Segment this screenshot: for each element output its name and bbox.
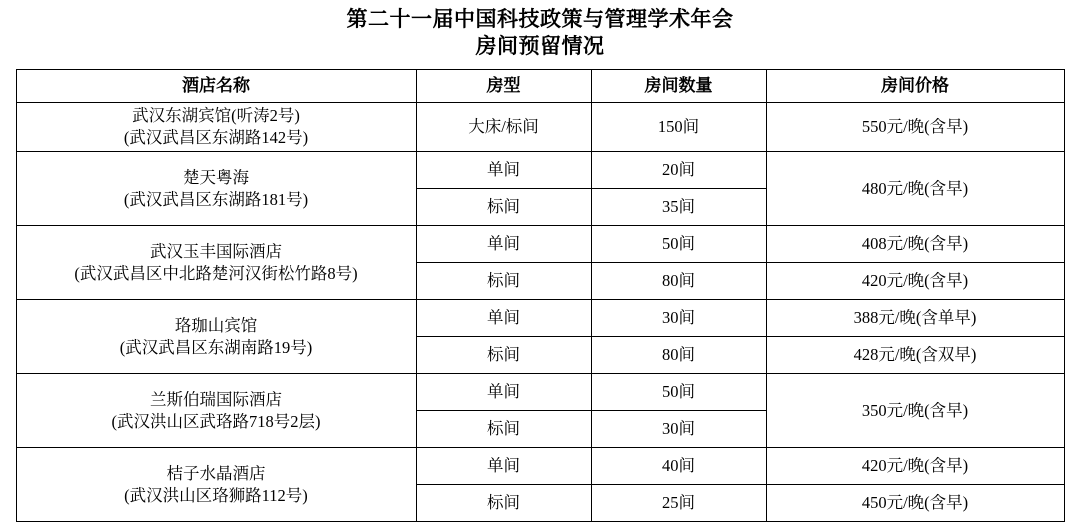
column-header-room-count: 房间数量 [591,70,766,103]
room-type-cell: 单间 [416,152,591,189]
hotel-name: 兰斯伯瑞国际酒店 [150,389,282,409]
table-header-row [16,70,1064,103]
room-count-cell: 50间 [591,226,766,263]
room-type-cell: 标间 [416,189,591,226]
room-count-cell: 50间 [591,374,766,411]
room-count-cell: 20间 [591,152,766,189]
room-count-cell: 40间 [591,448,766,485]
room-type-cell: 单间 [416,300,591,337]
hotel-address: (武汉武昌区东湖路181号) [123,189,309,209]
page-title [0,0,1080,60]
room-count-cell: 150间 [591,103,766,152]
table-row [16,226,1064,263]
column-header-room-type: 房型 [416,70,591,103]
room-type-cell: 标间 [416,337,591,374]
page-title-line2: 房间预留情况 [475,34,605,58]
hotel-reservation-table [16,69,1065,522]
room-type-cell: 标间 [416,411,591,448]
hotel-name: 武汉玉丰国际酒店 [150,241,282,261]
room-count-cell: 25间 [591,485,766,522]
hotel-address: (武汉武昌区东湖路142号) [123,128,309,147]
hotel-address: (武汉武昌区中北路楚河汉街松竹路8号) [74,263,358,283]
hotel-address: (武汉武昌区东湖南路19号) [119,337,313,357]
table-body [16,103,1064,522]
room-price-cell: 550元/晚(含早) [766,103,1064,152]
hotel-address: (武汉洪山区武珞路718号2层) [111,411,321,431]
hotel-name-cell [16,300,416,374]
room-price-cell: 388元/晚(含单早) [766,300,1064,337]
room-count-cell: 30间 [591,411,766,448]
hotel-name: 楚天粤海 [183,167,249,187]
room-count-cell: 80间 [591,263,766,300]
hotel-name: 珞珈山宾馆 [174,315,258,335]
hotel-name-cell [16,103,416,152]
room-type-cell: 标间 [416,263,591,300]
room-price-cell: 450元/晚(含早) [766,485,1064,522]
room-price-cell: 428元/晚(含双早) [766,337,1064,374]
room-count-cell: 35间 [591,189,766,226]
hotel-name-cell [16,374,416,448]
table-row [16,374,1064,411]
room-price-cell: 480元/晚(含早) [766,152,1064,226]
hotel-name-cell [16,448,416,522]
room-type-cell: 单间 [416,374,591,411]
room-count-cell: 30间 [591,300,766,337]
room-price-cell: 408元/晚(含早) [766,226,1064,263]
room-type-cell: 大床/标间 [416,103,591,152]
room-price-cell: 420元/晚(含早) [766,263,1064,300]
column-header-room-price: 房间价格 [766,70,1064,103]
room-type-cell: 标间 [416,485,591,522]
hotel-name-cell [16,226,416,300]
room-type-cell: 单间 [416,448,591,485]
hotel-name: 武汉东湖宾馆(听涛2号) [132,106,300,125]
table-row [16,448,1064,485]
table-row [16,103,1064,152]
column-header-hotel: 酒店名称 [16,70,416,103]
hotel-name: 桔子水晶酒店 [166,463,266,483]
room-count-cell: 80间 [591,337,766,374]
room-price-cell: 420元/晚(含早) [766,448,1064,485]
table-row [16,152,1064,189]
hotel-address: (武汉洪山区珞狮路112号) [124,485,308,505]
hotel-name-cell [16,152,416,226]
room-type-cell: 单间 [416,226,591,263]
room-price-cell: 350元/晚(含早) [766,374,1064,448]
table-row [16,300,1064,337]
page-title-line1: 第二十一届中国科技政策与管理学术年会 [346,7,734,31]
